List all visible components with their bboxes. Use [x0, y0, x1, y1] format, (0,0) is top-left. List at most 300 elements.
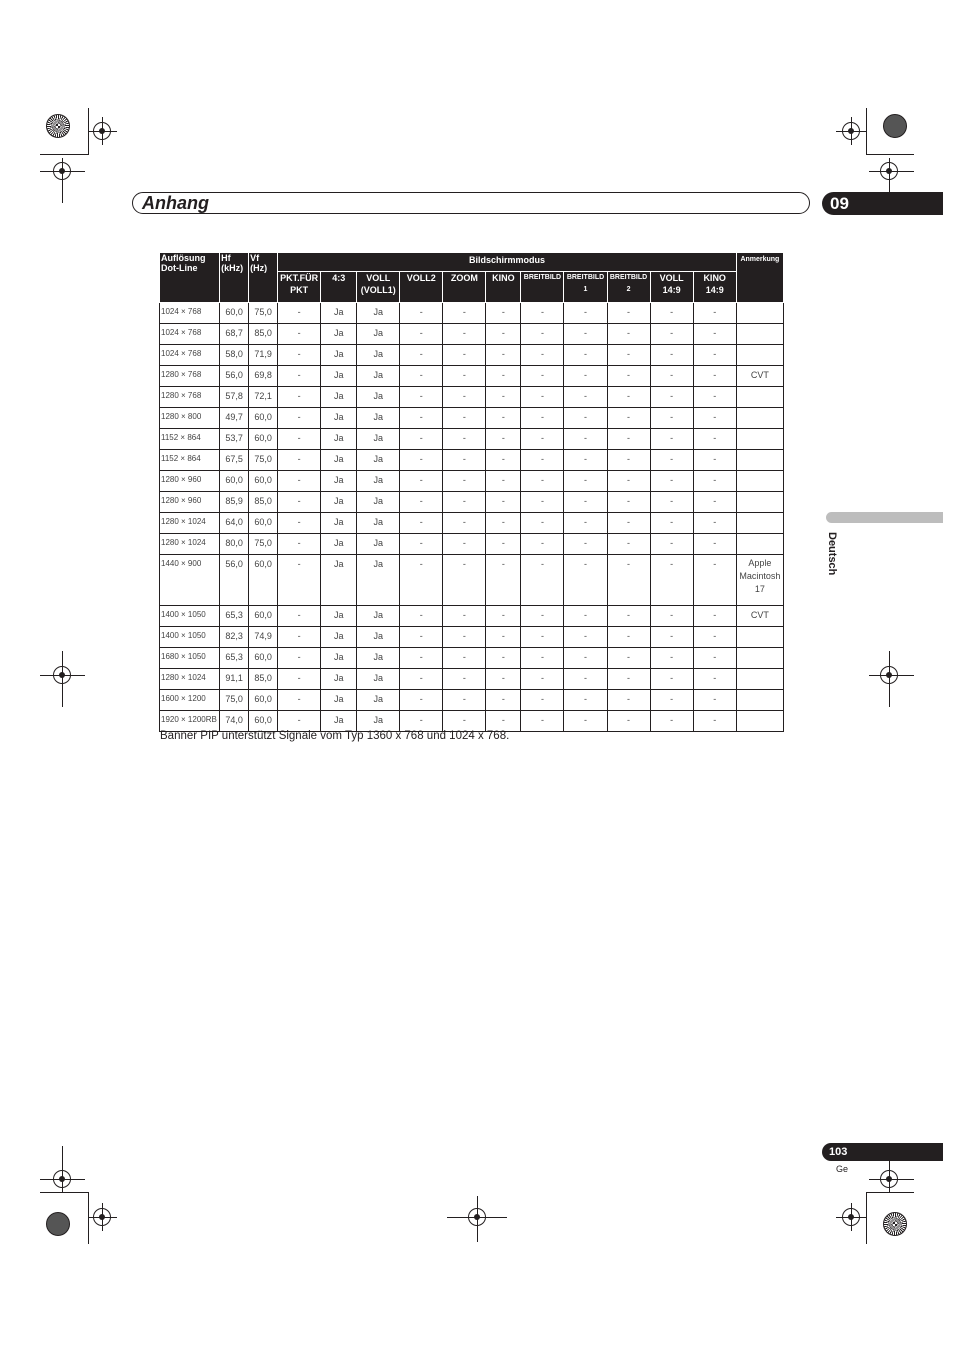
cell-mode: - [486, 303, 521, 324]
cell-mode: - [400, 429, 443, 450]
page-number: 103 [829, 1146, 848, 1158]
table-row [160, 492, 784, 513]
cell-mode: - [650, 408, 693, 429]
cell-mode: - [443, 429, 486, 450]
cell-mode: - [693, 669, 736, 690]
cell-vf: 74,9 [249, 627, 278, 648]
cell-mode: - [521, 471, 564, 492]
cell-mode: Ja [321, 387, 357, 408]
cell-mode: - [650, 513, 693, 534]
cell-mode: - [607, 492, 650, 513]
header-bar [132, 192, 810, 214]
mode-header-0: PKT.FÜR PKT [278, 272, 321, 303]
language-label: Deutsch [826, 532, 838, 576]
cell-vf: 60,0 [249, 690, 278, 711]
cell-mode: - [278, 303, 321, 324]
cell-mode: - [521, 324, 564, 345]
chapter-badge [822, 192, 943, 215]
cell-hf: 60,0 [220, 303, 249, 324]
cell-vf: 85,0 [249, 324, 278, 345]
cell-vf: 60,0 [249, 408, 278, 429]
cell-mode: - [564, 345, 607, 366]
cell-mode: - [400, 324, 443, 345]
cell-hf: 91,1 [220, 669, 249, 690]
signal-compatibility-table [159, 252, 784, 732]
cell-mode: Ja [357, 408, 400, 429]
cell-mode: Ja [321, 303, 357, 324]
cell-mode: - [486, 345, 521, 366]
table-row [160, 471, 784, 492]
table-row [160, 648, 784, 669]
cell-mode: Ja [321, 429, 357, 450]
cell-mode: - [278, 513, 321, 534]
cell-hf: 74,0 [220, 711, 249, 732]
cell-mode: - [521, 366, 564, 387]
cell-resolution: 1024 × 768 [160, 324, 220, 345]
cell-vf: 75,0 [249, 450, 278, 471]
cell-mode: - [650, 324, 693, 345]
cell-hf: 57,8 [220, 387, 249, 408]
cell-mode: - [486, 555, 521, 606]
cell-mode: - [400, 303, 443, 324]
cell-mode: - [400, 345, 443, 366]
footnote: Banner PIP unterstützt Signale vom Typ 1360 x 768 und 1024 x 768. [160, 730, 510, 742]
mode-header-9: VOLL 14:9 [650, 272, 693, 303]
cell-mode: - [400, 408, 443, 429]
cell-vf: 75,0 [249, 303, 278, 324]
cell-note: Apple Macintosh 17 [736, 555, 783, 606]
cell-vf: 60,0 [249, 606, 278, 627]
registration-disc-icon [46, 1212, 70, 1236]
page-title: Anhang [142, 193, 209, 213]
cell-mode: - [521, 690, 564, 711]
cell-note [736, 534, 783, 555]
table-row [160, 513, 784, 534]
cell-mode: - [443, 555, 486, 606]
registration-starburst-icon [883, 1212, 907, 1236]
cell-mode: - [693, 345, 736, 366]
cell-mode: - [443, 450, 486, 471]
table-row [160, 627, 784, 648]
table-row [160, 555, 784, 606]
cell-mode: - [400, 471, 443, 492]
cell-mode: - [607, 429, 650, 450]
cell-mode: - [521, 450, 564, 471]
registration-disc-icon [883, 114, 907, 138]
cell-mode: Ja [357, 690, 400, 711]
cell-mode: Ja [321, 711, 357, 732]
cell-mode: Ja [321, 408, 357, 429]
cell-mode: - [443, 690, 486, 711]
mode-header-3: VOLL2 [400, 272, 443, 303]
cell-mode: Ja [321, 648, 357, 669]
cell-mode: - [607, 534, 650, 555]
cell-mode: Ja [321, 345, 357, 366]
cell-mode: - [443, 387, 486, 408]
cell-mode: - [521, 555, 564, 606]
cell-mode: Ja [357, 492, 400, 513]
cell-mode: - [443, 408, 486, 429]
cell-mode: - [693, 387, 736, 408]
cell-resolution: 1152 × 864 [160, 429, 220, 450]
cell-note [736, 471, 783, 492]
header-hf: Hf (kHz) [220, 253, 249, 303]
cell-mode: - [607, 690, 650, 711]
cell-resolution: 1400 × 1050 [160, 627, 220, 648]
cell-mode: - [693, 408, 736, 429]
table-row [160, 669, 784, 690]
cell-note [736, 324, 783, 345]
cell-mode: - [486, 648, 521, 669]
cell-mode: - [521, 492, 564, 513]
cell-mode: - [278, 387, 321, 408]
cell-mode: - [607, 606, 650, 627]
cell-vf: 60,0 [249, 429, 278, 450]
cell-mode: - [693, 690, 736, 711]
cell-mode: - [607, 303, 650, 324]
cell-mode: Ja [321, 324, 357, 345]
cell-mode: - [486, 408, 521, 429]
cell-mode: - [521, 387, 564, 408]
cell-mode: - [564, 606, 607, 627]
cell-mode: - [650, 669, 693, 690]
cell-mode: - [486, 387, 521, 408]
cell-mode: - [650, 534, 693, 555]
cell-mode: - [564, 513, 607, 534]
cell-resolution: 1280 × 768 [160, 387, 220, 408]
cell-mode: Ja [357, 669, 400, 690]
cell-resolution: 1600 × 1200 [160, 690, 220, 711]
cell-mode: - [607, 669, 650, 690]
cell-mode: - [521, 669, 564, 690]
cell-mode: - [564, 303, 607, 324]
cell-mode: - [650, 627, 693, 648]
cell-mode: - [650, 366, 693, 387]
table-row [160, 387, 784, 408]
cell-resolution: 1024 × 768 [160, 303, 220, 324]
cell-mode: - [564, 429, 607, 450]
cell-mode: - [564, 366, 607, 387]
cell-hf: 67,5 [220, 450, 249, 471]
mode-header-7: BREITBILD 1 [564, 272, 607, 303]
cell-mode: - [400, 534, 443, 555]
mode-header-8: BREITBILD 2 [607, 272, 650, 303]
cell-mode: - [564, 627, 607, 648]
cell-mode: - [693, 627, 736, 648]
cell-hf: 56,0 [220, 366, 249, 387]
cell-mode: - [278, 669, 321, 690]
cell-mode: Ja [357, 711, 400, 732]
cell-mode: Ja [321, 492, 357, 513]
cell-mode: - [278, 690, 321, 711]
cell-mode: Ja [321, 627, 357, 648]
cell-mode: - [693, 471, 736, 492]
cell-mode: Ja [357, 471, 400, 492]
table-row [160, 690, 784, 711]
cell-hf: 58,0 [220, 345, 249, 366]
cell-hf: 85,9 [220, 492, 249, 513]
cell-mode: - [564, 387, 607, 408]
cell-mode: Ja [357, 387, 400, 408]
cell-mode: - [486, 711, 521, 732]
cell-mode: - [400, 492, 443, 513]
cell-mode: - [607, 627, 650, 648]
cell-vf: 71,9 [249, 345, 278, 366]
cell-mode: - [443, 711, 486, 732]
cell-note [736, 669, 783, 690]
cell-mode: - [486, 471, 521, 492]
cell-mode: Ja [321, 450, 357, 471]
cell-mode: - [564, 711, 607, 732]
cell-vf: 60,0 [249, 648, 278, 669]
cell-mode: Ja [321, 366, 357, 387]
cell-mode: - [443, 471, 486, 492]
cell-hf: 75,0 [220, 690, 249, 711]
header-note: Anmerkung [736, 253, 783, 303]
header-screen-mode: Bildschirmmodus [278, 253, 737, 272]
cell-mode: - [400, 648, 443, 669]
cell-mode: Ja [357, 366, 400, 387]
cell-mode: - [564, 408, 607, 429]
cell-mode: - [650, 690, 693, 711]
cell-mode: - [278, 555, 321, 606]
cell-mode: - [564, 492, 607, 513]
cell-mode: Ja [357, 648, 400, 669]
cell-note [736, 345, 783, 366]
cell-vf: 69,8 [249, 366, 278, 387]
cell-mode: - [278, 492, 321, 513]
cell-mode: - [400, 366, 443, 387]
cell-mode: - [443, 303, 486, 324]
cell-mode: - [521, 408, 564, 429]
cell-mode: - [607, 366, 650, 387]
cell-mode: Ja [357, 555, 400, 606]
cell-mode: - [486, 534, 521, 555]
cell-mode: - [278, 534, 321, 555]
cell-mode: - [650, 606, 693, 627]
cell-resolution: 1280 × 768 [160, 366, 220, 387]
cell-mode: - [400, 387, 443, 408]
cell-mode: - [693, 711, 736, 732]
cell-mode: - [486, 669, 521, 690]
cell-mode: - [607, 408, 650, 429]
cell-hf: 80,0 [220, 534, 249, 555]
mode-header-1: 4:3 [321, 272, 357, 303]
table-row [160, 366, 784, 387]
cell-mode: - [521, 429, 564, 450]
cell-hf: 60,0 [220, 471, 249, 492]
cell-mode: - [521, 711, 564, 732]
cell-mode: - [443, 492, 486, 513]
cell-mode: - [443, 648, 486, 669]
cell-note [736, 429, 783, 450]
cell-mode: - [443, 627, 486, 648]
cell-mode: - [564, 648, 607, 669]
cell-hf: 56,0 [220, 555, 249, 606]
cell-mode: - [564, 555, 607, 606]
cell-mode: - [443, 345, 486, 366]
cell-mode: - [443, 324, 486, 345]
cell-vf: 85,0 [249, 492, 278, 513]
cell-mode: - [650, 555, 693, 606]
cell-mode: - [278, 408, 321, 429]
cell-mode: - [693, 534, 736, 555]
cell-mode: Ja [321, 513, 357, 534]
cell-mode: Ja [357, 324, 400, 345]
cell-mode: - [400, 555, 443, 606]
cell-mode: - [486, 513, 521, 534]
cell-mode: - [607, 711, 650, 732]
page-language-code: Ge [836, 1164, 849, 1174]
cell-mode: Ja [321, 690, 357, 711]
cell-hf: 49,7 [220, 408, 249, 429]
cell-note [736, 450, 783, 471]
cell-mode: - [400, 669, 443, 690]
cell-mode: Ja [321, 471, 357, 492]
cell-mode: - [278, 345, 321, 366]
cell-mode: - [486, 366, 521, 387]
cell-vf: 60,0 [249, 711, 278, 732]
cell-hf: 65,3 [220, 606, 249, 627]
cell-vf: 60,0 [249, 513, 278, 534]
table-row [160, 345, 784, 366]
mode-header-4: ZOOM [443, 272, 486, 303]
mode-header-10: KINO 14:9 [693, 272, 736, 303]
cell-note [736, 648, 783, 669]
cell-mode: - [443, 366, 486, 387]
cell-vf: 60,0 [249, 471, 278, 492]
cell-resolution: 1280 × 960 [160, 492, 220, 513]
table-row [160, 450, 784, 471]
cell-mode: - [521, 534, 564, 555]
cell-hf: 82,3 [220, 627, 249, 648]
cell-mode: - [486, 627, 521, 648]
cell-note [736, 690, 783, 711]
cell-resolution: 1440 × 900 [160, 555, 220, 606]
table-row [160, 324, 784, 345]
cell-mode: - [693, 513, 736, 534]
cell-mode: Ja [357, 303, 400, 324]
cell-mode: - [486, 606, 521, 627]
table-row [160, 606, 784, 627]
cell-mode: - [693, 429, 736, 450]
cell-mode: - [650, 429, 693, 450]
cell-mode: - [693, 303, 736, 324]
mode-header-5: KINO [486, 272, 521, 303]
cell-hf: 53,7 [220, 429, 249, 450]
cell-mode: - [521, 648, 564, 669]
cell-vf: 85,0 [249, 669, 278, 690]
cell-mode: Ja [321, 534, 357, 555]
language-tab [826, 512, 943, 523]
cell-mode: - [607, 555, 650, 606]
cell-mode: - [521, 303, 564, 324]
table-row [160, 303, 784, 324]
cell-mode: Ja [357, 627, 400, 648]
cell-note [736, 492, 783, 513]
cell-mode: Ja [321, 555, 357, 606]
cell-mode: Ja [357, 345, 400, 366]
cell-mode: - [650, 450, 693, 471]
cell-mode: - [607, 471, 650, 492]
cell-mode: - [607, 648, 650, 669]
cell-note [736, 513, 783, 534]
table-row [160, 408, 784, 429]
cell-mode: - [443, 534, 486, 555]
cell-note [736, 408, 783, 429]
cell-resolution: 1152 × 864 [160, 450, 220, 471]
cell-hf: 64,0 [220, 513, 249, 534]
header-vf: Vf (Hz) [249, 253, 278, 303]
cell-mode: - [486, 690, 521, 711]
cell-mode: Ja [321, 606, 357, 627]
cell-mode: - [278, 450, 321, 471]
cell-mode: - [693, 606, 736, 627]
cell-mode: Ja [357, 606, 400, 627]
cell-mode: - [607, 324, 650, 345]
cell-mode: - [400, 690, 443, 711]
cell-mode: - [650, 711, 693, 732]
cell-mode: - [278, 471, 321, 492]
cell-hf: 65,3 [220, 648, 249, 669]
cell-note [736, 303, 783, 324]
mode-header-6: BREITBILD [521, 272, 564, 303]
cell-mode: - [693, 555, 736, 606]
cell-mode: - [443, 669, 486, 690]
cell-mode: - [607, 513, 650, 534]
chapter-number: 09 [830, 194, 849, 213]
cell-mode: - [486, 450, 521, 471]
cell-mode: - [278, 627, 321, 648]
cell-mode: - [564, 450, 607, 471]
cell-mode: - [607, 345, 650, 366]
cell-mode: - [521, 606, 564, 627]
cell-mode: Ja [321, 669, 357, 690]
table-row [160, 711, 784, 732]
cell-note [736, 711, 783, 732]
cell-resolution: 1400 × 1050 [160, 606, 220, 627]
cell-mode: - [693, 324, 736, 345]
cell-mode: - [607, 387, 650, 408]
cell-resolution: 1280 × 1024 [160, 669, 220, 690]
cell-note: CVT [736, 606, 783, 627]
cell-mode: - [521, 513, 564, 534]
page-number-badge [822, 1143, 943, 1161]
cell-resolution: 1280 × 1024 [160, 513, 220, 534]
cell-mode: - [400, 513, 443, 534]
cell-mode: Ja [357, 513, 400, 534]
cell-mode: - [278, 606, 321, 627]
registration-starburst-icon [46, 114, 70, 138]
cell-mode: - [278, 366, 321, 387]
cell-mode: - [564, 690, 607, 711]
cell-mode: - [486, 429, 521, 450]
cell-mode: Ja [357, 534, 400, 555]
cell-mode: - [564, 534, 607, 555]
cell-mode: - [564, 471, 607, 492]
cell-resolution: 1280 × 1024 [160, 534, 220, 555]
table-row [160, 534, 784, 555]
cell-mode: Ja [357, 450, 400, 471]
cell-note: CVT [736, 366, 783, 387]
cell-mode: - [650, 492, 693, 513]
cell-mode: - [650, 303, 693, 324]
cell-mode: - [443, 606, 486, 627]
table-body [160, 303, 784, 732]
table-row [160, 429, 784, 450]
cell-mode: - [278, 429, 321, 450]
cell-mode: - [521, 345, 564, 366]
